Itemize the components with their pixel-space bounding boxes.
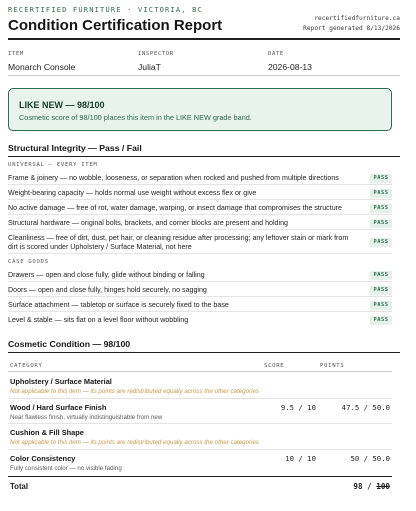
brand-line: RECERTIFIED FURNITURE · VICTORIA, BC bbox=[8, 6, 203, 14]
category-note: Fully consistent color — no visible fading bbox=[10, 465, 122, 472]
meta-inspector bbox=[138, 51, 174, 72]
inspector-value: JuliaT bbox=[138, 62, 161, 72]
checklist-text: Surface attachment — tabletop or surface is securely fixed to the base bbox=[8, 301, 229, 309]
group-label-case-goods: CASE GOODS bbox=[8, 259, 49, 265]
row-divider bbox=[8, 229, 392, 230]
total-earned: 98 bbox=[353, 482, 363, 491]
category-name: Upholstery / Surface Material bbox=[10, 377, 112, 386]
checklist-text: Level & stable — sits flat on a level floor without wobbling bbox=[8, 316, 189, 324]
grade-description: Cosmetic score of 98/100 places this item in the LIKE NEW grade band. bbox=[19, 113, 252, 122]
report-header bbox=[8, 4, 400, 40]
inspector-label: INSPECTOR bbox=[138, 51, 174, 57]
total-label: Total bbox=[10, 482, 29, 491]
row-divider bbox=[8, 296, 392, 297]
category-note: Not applicable to this item — its points are redistributed equally across the other categories bbox=[10, 439, 260, 446]
row-divider bbox=[8, 199, 392, 200]
meta-item bbox=[8, 51, 75, 72]
date-value: 2026-08-13 bbox=[268, 62, 312, 72]
column-header-points: POINTS bbox=[320, 363, 345, 369]
category-note: Near flawless finish, virtually indistinguishable from new bbox=[10, 414, 163, 421]
row-divider bbox=[8, 423, 392, 424]
cosmetic-section-title: Cosmetic Condition — 98/100 bbox=[8, 339, 131, 349]
pass-badge: PASS bbox=[370, 238, 392, 247]
cosmetic-divider bbox=[8, 352, 400, 353]
group-label-universal: UNIVERSAL — EVERY ITEM bbox=[8, 162, 98, 168]
grade-banner bbox=[8, 88, 392, 131]
pass-badge: PASS bbox=[370, 286, 392, 295]
grade-title: LIKE NEW — 98/100 bbox=[19, 100, 105, 110]
table-header-divider bbox=[8, 371, 392, 372]
row-divider bbox=[8, 449, 392, 450]
total-max: 100 bbox=[376, 482, 390, 491]
column-header-score: SCORE bbox=[264, 363, 285, 369]
total-value bbox=[353, 482, 390, 491]
category-note: Not applicable to this item — its points are redistributed equally across the other categories bbox=[10, 388, 260, 395]
structural-section-title: Structural Integrity — Pass / Fail bbox=[8, 143, 142, 153]
pass-badge: PASS bbox=[370, 301, 392, 310]
checklist-text: Frame & joinery — no wobble, looseness, or separation when rocked and pushed from multiple directions bbox=[8, 174, 339, 182]
row-divider bbox=[8, 253, 392, 254]
checklist-text: Structural hardware — original bolts, brackets, and corner blocks are present and holding bbox=[8, 219, 288, 227]
category-name: Color Consistency bbox=[10, 454, 76, 463]
category-points: 47.5 / 50.0 bbox=[341, 403, 390, 412]
pass-badge: PASS bbox=[370, 204, 392, 213]
checklist-text: No active damage — free of rot, water damage, warping, or insect damage that compromises the structure bbox=[8, 204, 342, 212]
row-divider bbox=[8, 281, 392, 282]
item-label: ITEM bbox=[8, 51, 24, 57]
category-points: 50 / 50.0 bbox=[350, 454, 390, 463]
checklist-text: Drawers — open and close fully, glide without binding or falling bbox=[8, 271, 205, 279]
row-divider bbox=[8, 214, 392, 215]
page-title: Condition Certification Report bbox=[8, 17, 223, 34]
checklist-text: Doors — open and close fully, hinges hold securely, no sagging bbox=[8, 286, 207, 294]
pass-badge: PASS bbox=[370, 219, 392, 228]
checklist-text: Weight-bearing capacity — holds normal use weight without excess flex or give bbox=[8, 189, 257, 197]
category-name: Cushion & Fill Shape bbox=[10, 428, 84, 437]
pass-badge: PASS bbox=[370, 316, 392, 325]
row-divider bbox=[8, 184, 392, 185]
pass-badge: PASS bbox=[370, 189, 392, 198]
row-divider bbox=[8, 398, 392, 399]
pass-badge: PASS bbox=[370, 271, 392, 280]
total-separator: / bbox=[362, 482, 377, 491]
total-divider bbox=[8, 476, 392, 477]
meta-divider bbox=[8, 75, 400, 76]
category-score: 10 / 10 bbox=[285, 454, 316, 463]
item-value: Monarch Console bbox=[8, 62, 76, 72]
column-header-category: CATEGORY bbox=[10, 363, 43, 369]
pass-badge: PASS bbox=[370, 174, 392, 183]
checklist-text: Cleanliness — free of dirt, dust, pet hair, or cleaning residue after processing; any leftover stain or mark from dirt is scored under Upholstery / Surface Material, not here bbox=[8, 234, 349, 251]
meta-date bbox=[268, 51, 312, 72]
category-score: 9.5 / 10 bbox=[280, 403, 316, 412]
date-label: DATE bbox=[268, 51, 284, 57]
category-name: Wood / Hard Surface Finish bbox=[10, 403, 107, 412]
site-link[interactable]: recertifiedfurniture.ca bbox=[314, 15, 400, 22]
row-divider bbox=[8, 311, 392, 312]
structural-divider bbox=[8, 156, 400, 157]
generated-date: Report generated 8/13/2026 bbox=[303, 25, 400, 32]
